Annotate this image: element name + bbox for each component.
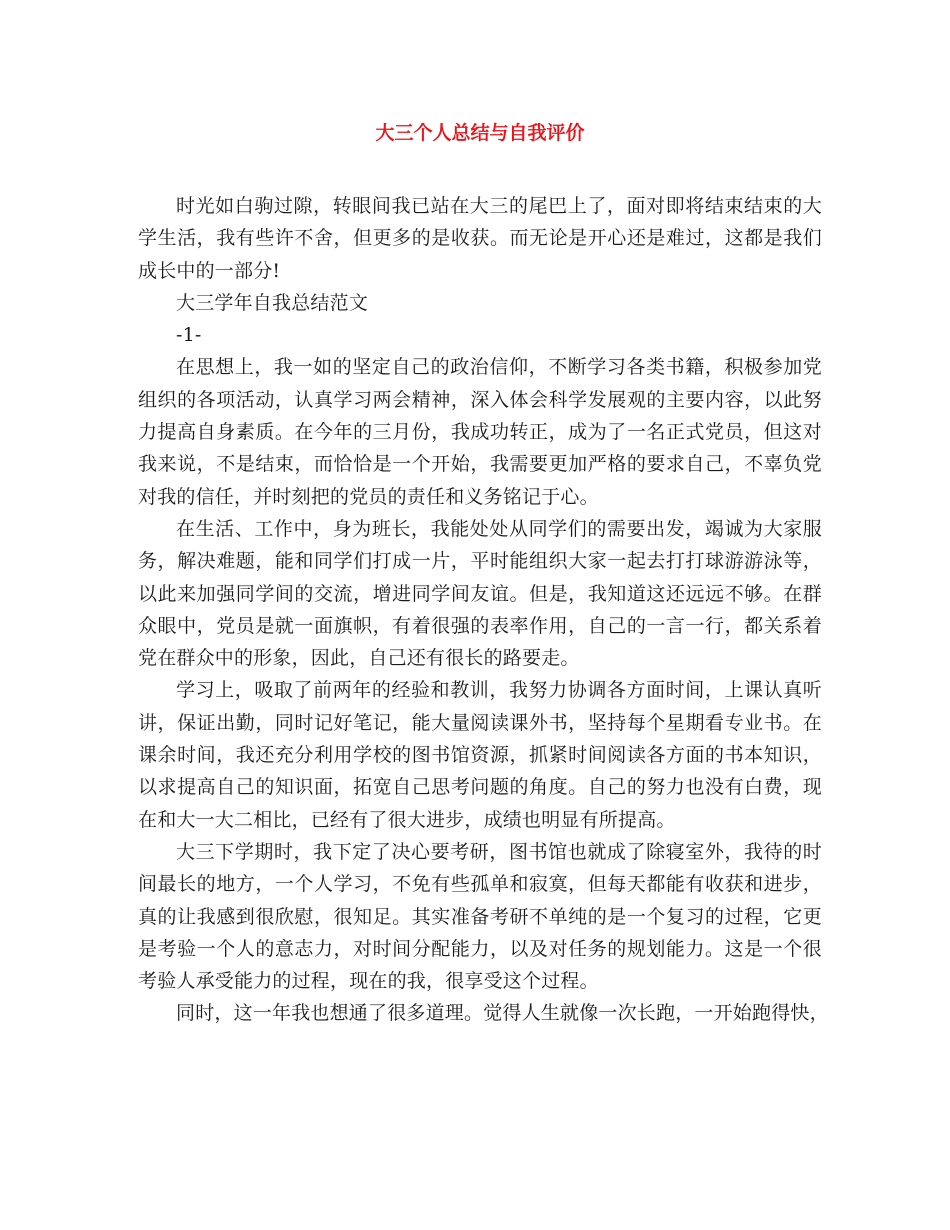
paragraph-reflection: 同时，这一年我也想通了很多道理。觉得人生就像一次长跑，一开始跑得快， [176, 1002, 829, 1025]
paragraph-life-work: 在生活、工作中，身为班长，我能处处从同学们的需要出发，竭诚为大家服务，解决难题，能和同学们打成一片，平时能组织大家一起去打打球游游泳等，以此来加强同学间的交流，增进同学间友谊。但是，我知道这还远远不够。在群众眼中，党员是就一面旗帜，有着很强的表率作用，自己的一言一行，都关系着党在群众中的形象，因此，自己还有很长的路要走。 [138, 517, 822, 670]
document-page [138, 118, 829, 1030]
paragraph-intro: 时光如白驹过隙，转眼间我已站在大三的尾巴上了，面对即将结束结束的大学生活，我有些许不舍，但更多的是收获。而无论是开心还是难过，这都是我们成长中的一部分! [138, 195, 822, 282]
document-title: 大三个人总结与自我评价 [375, 122, 585, 144]
section-number: -1- [176, 324, 202, 347]
section-heading: 大三学年自我总结范文 [176, 291, 369, 314]
paragraph-thought: 在思想上，我一如的坚定自己的政治信仰，不断学习各类书籍，积极参加党组织的各项活动，认真学习两会精神，深入体会科学发展观的主要内容，以此努力提高自身素质。在今年的三月份，我成功转正，成为了一名正式党员，但这对我来说，不是结束，而恰恰是一个开始，我需要更加严格的要求自己，不辜负党对我的信任，并时刻把的党员的责任和义务铭记于心。 [138, 356, 822, 508]
paragraph-exam-prep: 大三下学期时，我下定了决心要考研，图书馆也就成了除寝室外，我待的时间最长的地方，一个人学习，不免有些孤单和寂寞，但每天都能有收获和进步，真的让我感到很欣慰，很知足。其实准备考研不单纯的是一个复习的过程，它更是考验一个人的意志力，对时间分配能力，以及对任务的规划能力。这是一个很考验人承受能力的过程，现在的我，很享受这个过程。 [138, 840, 822, 993]
paragraph-study: 学习上，吸取了前两年的经验和教训，我努力协调各方面时间，上课认真听讲，保证出勤，同时记好笔记，能大量阅读课外书，坚持每个星期看专业书。在课余时间，我还充分利用学校的图书馆资源，抓紧时间阅读各方面的书本知识，以求提高自己的知识面，拓宽自己思考问题的角度。自己的努力也没有白费，现在和大一大二相比，已经有了很大进步，成绩也明显有所提高。 [138, 679, 822, 831]
